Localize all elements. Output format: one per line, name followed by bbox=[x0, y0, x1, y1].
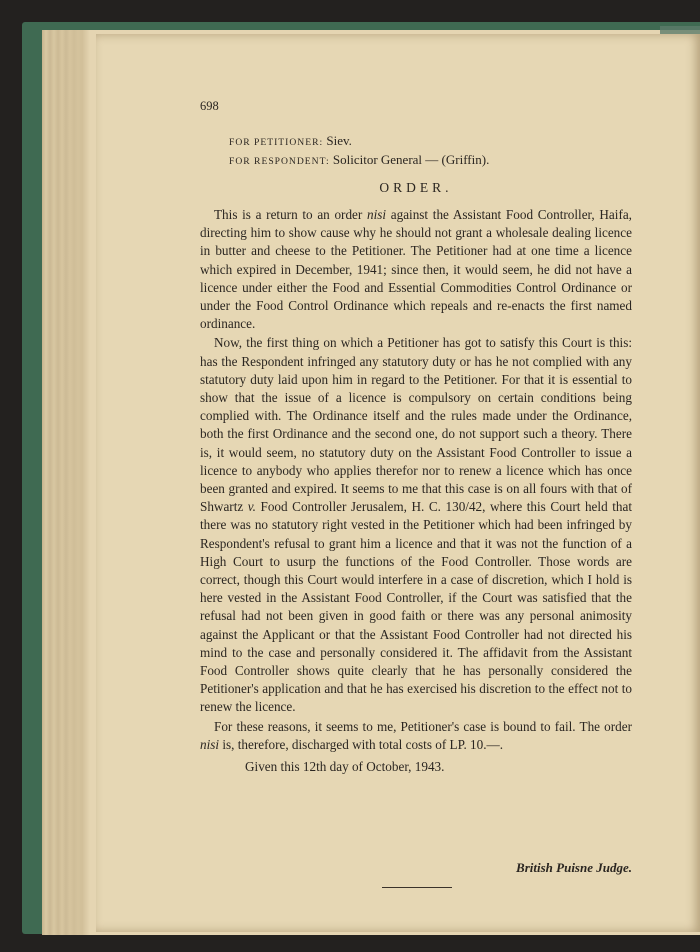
petitioner-label: FOR PETITIONER: bbox=[229, 137, 324, 148]
paragraph-2: Now, the first thing on which a Petitioner has got to satisfy this Court is this: has the Respondent infringed any statutory duty or has he not complied with any statutory duty laid upon him in regard to the Petitioner. For that it is essential to show that the issue of a licence is compulsory on certain conditions being complied with. The Ordinance itself and the rules made under the Ordinance, both the first Ordinance and the second one, do not support such a theory. There is, it would seem, no statutory duty on the Assistant Food Controller to issue a licence to anybody who applies therefor nor to renew a licence which has once been granted and expired. It seems to me that this case is on all fours with that of Shwartz v. Food Controller Jerusalem, H. C. 130/42, where this Court held that there was no statutory right vested in the Petitioner which had been infringed by Respondent's refusal to grant him a licence and that it was not the function of a High Court to usurp the functions of the Food Controller. Those words are correct, though this Court would interfere in a case of discretion, which I hold is here vested in the Assistant Food Controller, if the Court was satisfied that the refusal had not been given in good faith or there was any personal animosity against the Applicant or that the Assistant Food Controller had not directed his mind to the case and personally considered it. The affidavit from the Assistant Food Controller shows quite clearly that he has personally considered the Petitioner's application and that he has exercised his discretion to the effect not to renew the licence. bbox=[200, 335, 632, 715]
respondent-label: FOR RESPONDENT: bbox=[229, 156, 330, 167]
page-number: 698 bbox=[200, 99, 219, 113]
petitioner-name: Siev. bbox=[326, 133, 352, 148]
order-body bbox=[200, 206, 632, 777]
petitioner-counsel-line bbox=[229, 133, 352, 149]
respondent-name: Solicitor General — (Griffin). bbox=[332, 152, 490, 167]
paragraph-3: For these reasons, it seems to me, Petitioner's case is bound to fail. The order nisi is, therefore, discharged with total costs of LP. 10.—. bbox=[200, 718, 632, 752]
given-date-line: Given this 12th day of October, 1943. bbox=[245, 759, 445, 775]
judge-signature: British Puisne Judge. bbox=[516, 860, 632, 875]
order-heading: ORDER. bbox=[379, 180, 453, 195]
respondent-counsel-line bbox=[229, 152, 489, 168]
closing-rule bbox=[382, 887, 452, 888]
paragraph-1: This is a return to an order nisi against the Assistant Food Controller, Haifa, directing him to show cause why he should not grant a wholesale dealing licence in butter and cheese to the Petitioner. The Petitioner had at one time a licence which expired in December, 1941; since then, it would seem, he did not have a licence under either the Food and Essential Commodities Control Ordinance or under the Food Control Ordinance which repeals and re-enacts the first named ordinance. bbox=[200, 207, 632, 332]
